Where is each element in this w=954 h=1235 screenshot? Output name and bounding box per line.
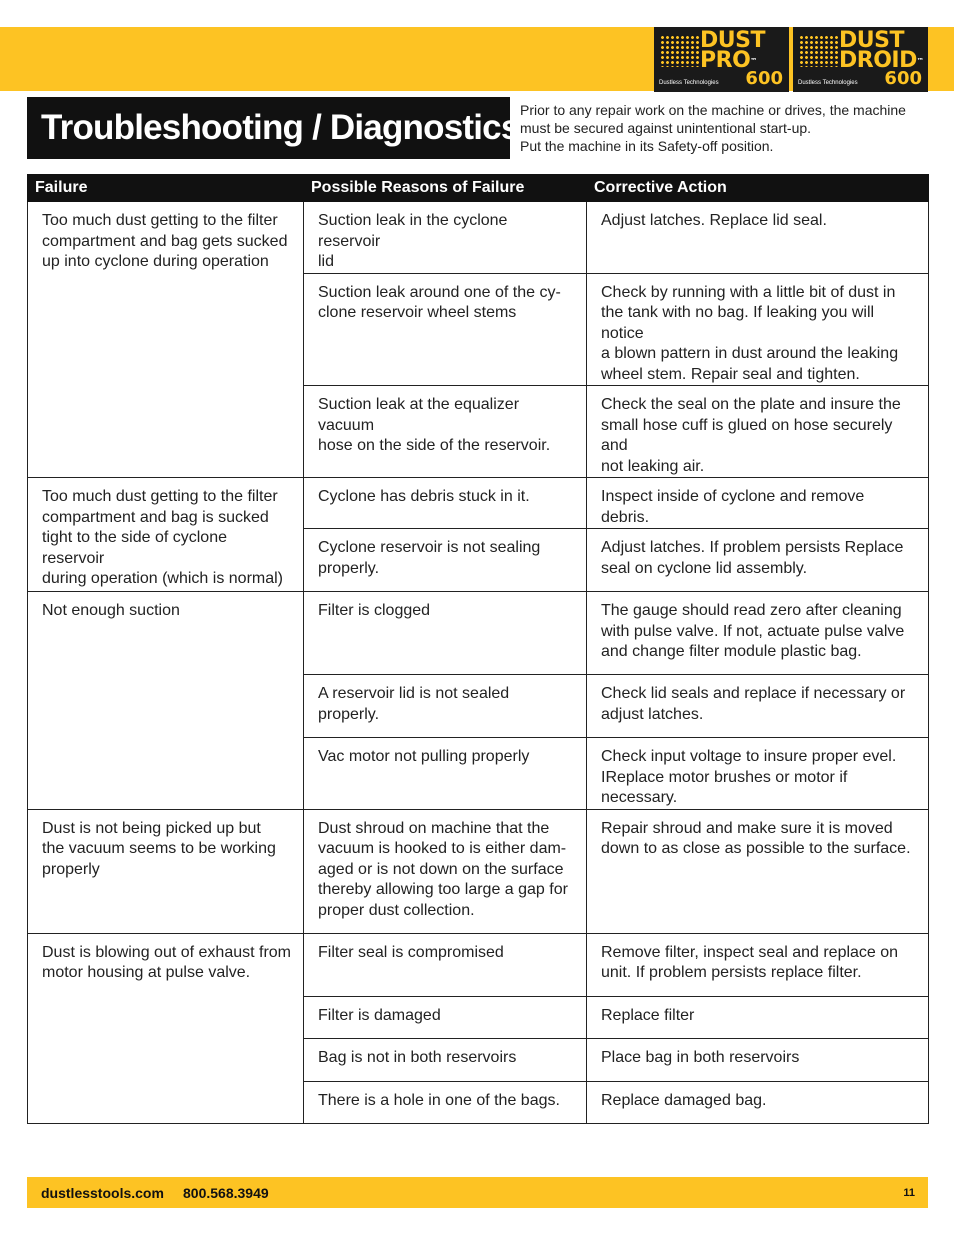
logo-word-droid: DROID [839,48,917,73]
logo-word-pro: PRO [700,48,751,73]
logo-trademark: ™ [916,57,924,65]
action-cell: Replace filter [587,996,929,1038]
title-box [27,97,520,159]
reason-cell: Filter is clogged [304,592,587,675]
action-cell: Check input voltage to insure proper evel. IReplace motor brushes or motor if necessary. [587,738,929,810]
reason-cell: There is a hole in one of the bags. [304,1081,587,1123]
action-cell: Check by running with a little bit of dust in the tank with no bag. If leaking you will notice a blown pattern in dust around the leaking wheel stem. Repair seal and tighten. [587,273,929,386]
reason-cell: Suction leak in the cyclone reservoir lid [304,202,587,274]
action-cell: Place bag in both reservoirs [587,1038,929,1081]
logo-trademark: ™ [750,57,757,65]
reason-cell: Suction leak around one of the cy- clone reservoir wheel stems [304,273,587,386]
safety-notice [520,101,920,155]
table-row [28,202,929,274]
page-title: Troubleshooting / Diagnostics [41,108,520,147]
reason-cell: Cyclone has debris stuck in it. [304,478,587,529]
failure-cell: Dust is blowing out of exhaust from motor housing at pulse valve. [28,933,304,1123]
logo-maker: Dustless Technologies [659,80,719,86]
logo-model: 600 [884,68,922,89]
action-cell: The gauge should read zero after cleaning with pulse valve. If not, actuate pulse valve and change filter module plastic bag. [587,592,929,675]
logo-word-dust: DUST [839,28,904,53]
reason-cell: Filter is damaged [304,996,587,1038]
footer-phone: 800.568.3949 [183,1185,269,1201]
reason-cell: Vac motor not pulling properly [304,738,587,810]
action-cell: Replace damaged bag. [587,1081,929,1123]
header-failure: Failure [28,175,304,202]
action-cell: Repair shroud and make sure it is moved down to as close as possible to the surface. [587,809,929,933]
table-row [28,933,929,996]
action-cell: Check the seal on the plate and insure the small hose cuff is glued on hose securely and not leaking air. [587,386,929,478]
table-row [28,592,929,675]
action-cell: Adjust latches. If problem persists Replace seal on cyclone lid assembly. [587,529,929,592]
table-row [28,809,929,933]
dust-pro-logo [654,27,789,92]
notice-line: Prior to any repair work on the machine or drives, the machine [520,102,906,118]
table-header-row [28,175,929,202]
reason-cell: Bag is not in both reservoirs [304,1038,587,1081]
header-reasons: Possible Reasons of Failure [304,175,587,202]
troubleshooting-table [27,174,929,1124]
footer-bar [27,1177,928,1208]
action-cell: Inspect inside of cyclone and remove debris. [587,478,929,529]
notice-line: must be secured against unintentional start-up. [520,120,812,136]
notice-line: Put the machine in its Safety-off position. [520,138,774,154]
failure-cell: Not enough suction [28,592,304,810]
reason-cell: Cyclone reservoir is not sealing properly. [304,529,587,592]
failure-cell: Too much dust getting to the filter compartment and bag gets sucked up into cyclone during operation [28,202,304,478]
action-cell: Check lid seals and replace if necessary or adjust latches. [587,675,929,738]
logo-model: 600 [745,68,783,89]
dots-pattern-icon [660,35,700,67]
header-action: Corrective Action [587,175,929,202]
footer-website: dustlesstools.com [41,1185,164,1201]
page-number: 11 [903,1187,915,1199]
failure-cell: Dust is not being picked up but the vacuum seems to be working properly [28,809,304,933]
logo-maker: Dustless Technologies [798,80,858,86]
logo-word-dust: DUST [700,28,765,53]
action-cell: Remove filter, inspect seal and replace on unit. If problem persists replace filter. [587,933,929,996]
action-cell: Adjust latches. Replace lid seal. [587,202,929,274]
table-row [28,478,929,529]
dust-droid-logo [793,27,928,92]
reason-cell: Filter seal is compromised [304,933,587,996]
reason-cell: Suction leak at the equalizer vacuum hose on the side of the reservoir. [304,386,587,478]
reason-cell: Dust shroud on machine that the vacuum is hooked to is either dam- aged or is not down on the surface thereby allowing too large a gap for proper dust collection. [304,809,587,933]
dots-pattern-icon [799,35,839,67]
failure-cell: Too much dust getting to the filter compartment and bag is sucked tight to the side of cyclone reservoir during operation (which is normal) [28,478,304,592]
reason-cell: A reservoir lid is not sealed properly. [304,675,587,738]
